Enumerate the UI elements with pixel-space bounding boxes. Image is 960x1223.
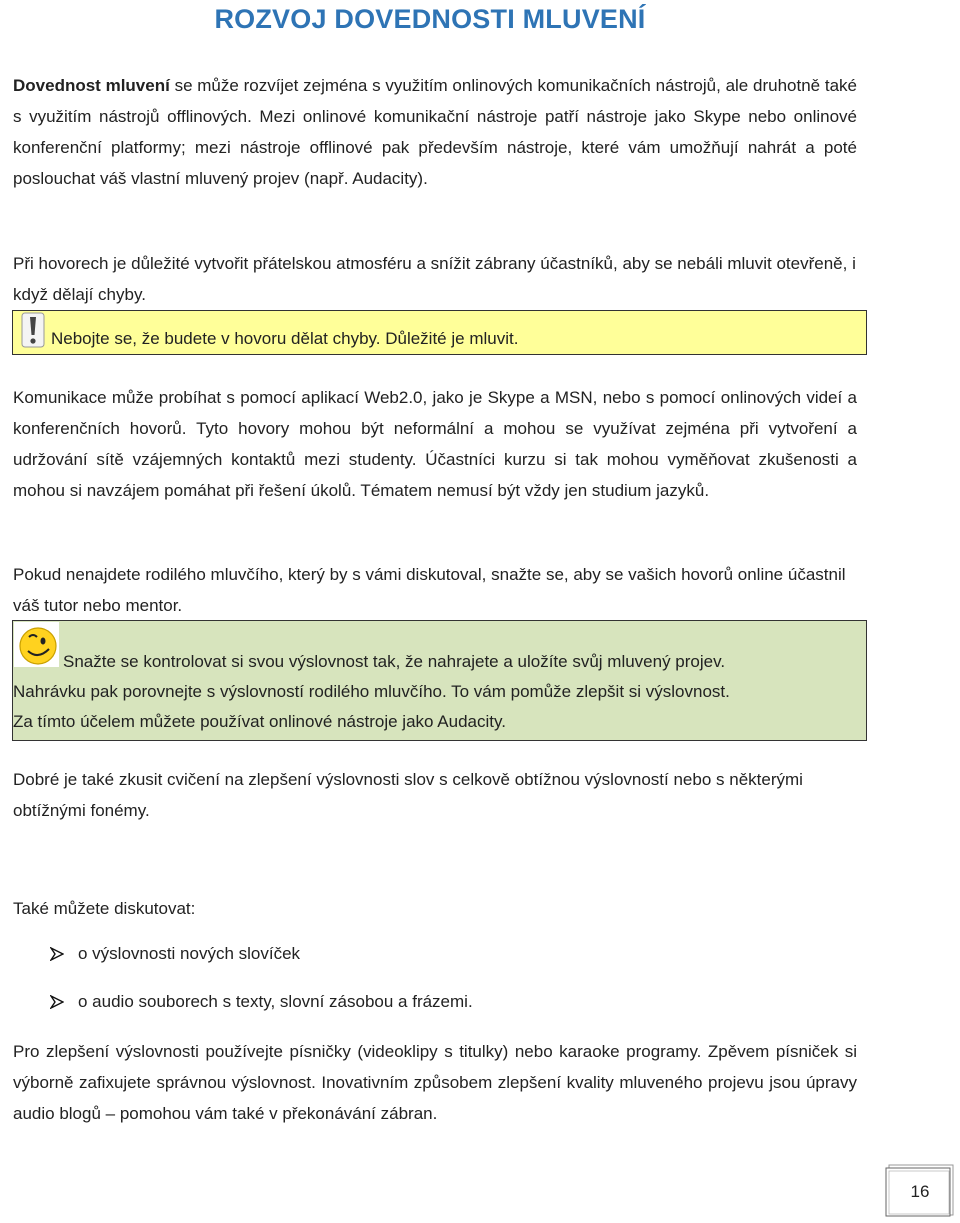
discuss-heading: Také můžete diskutovat: bbox=[13, 899, 196, 918]
arrow-bullet-icon bbox=[50, 947, 64, 961]
communication-paragraph: Komunikace může probíhat s pomocí aplikací Web2.0, jako je Skype a MSN, nebo s pomocí onlinových videí a konferenčních hovorů. Tyto hovory mohou být neformální a mohou se využívat zejména při vytvoření a udržování sítě vzájemných kontaktů mezi studenty. Účastníci kurzu si tak mohou vyměňovat zkušenosti a mohou si navzájem pomáhat při řešení úkolů. Tématem nemusí být vždy jen studium jazyků. bbox=[13, 388, 857, 500]
exclamation-icon bbox=[21, 312, 45, 348]
songs-paragraph: Pro zlepšení výslovnosti používejte písničky (videoklipy s titulky) nebo karaoke programy. Zpěvem písniček si výborně zafixujete správnou výslovnost. Inovativním způsobem zlepšení kvality mluveného projevu jsou úpravy audio blogů – pomohou vám také v překonávání zábran. bbox=[13, 1042, 857, 1123]
tip-box-mistakes bbox=[12, 310, 867, 355]
tip-mistakes-text: Nebojte se, že budete v hovoru dělat chyby. Důležité je mluvit. bbox=[51, 329, 519, 348]
list-item-text: o audio souborech s texty, slovní zásobou a frázemi. bbox=[78, 992, 473, 1011]
tip-box-pronunciation bbox=[12, 620, 867, 741]
list-item-text: o výslovnosti nových slovíček bbox=[78, 944, 301, 963]
intro-lead: Dovednost mluvení bbox=[13, 76, 170, 95]
page-title: ROZVOJ DOVEDNOSTI MLUVENÍ bbox=[214, 4, 646, 34]
native-speaker-paragraph: Pokud nenajdete rodilého mluvčího, který by s vámi diskutoval, snažte se, aby se vašich hovorů online účastnil váš tutor nebo mentor. bbox=[13, 565, 846, 615]
tip-line-1: Snažte se kontrolovat si svou výslovnost tak, že nahrajete a uložíte svůj mluvený projev. bbox=[63, 652, 726, 671]
list-item bbox=[50, 986, 473, 1017]
intro-rest: se může rozvíjet zejména s využitím onlinových komunikačních nástrojů, ale druhotně také s využitím nástrojů offlinových. Mezi onlinové komunikační nástroje patří nástroje jako Skype nebo onlinové konferenční platformy; mezi nástroje offlinové pak především nástroje, které vám umožňují nahrát a poté poslouchat váš vlastní mluvený projev (např. Audacity). bbox=[13, 76, 857, 188]
exercise-paragraph: Dobré je také zkusit cvičení na zlepšení výslovnosti slov s celkově obtížnou výslovností nebo s některými obtížnými fonémy. bbox=[13, 770, 803, 820]
intro-paragraph bbox=[13, 70, 857, 194]
tip-line-2: Nahrávku pak porovnejte s výslovností rodilého mluvčího. To vám pomůže zlepšit si výslovnost. bbox=[13, 682, 730, 701]
arrow-bullet-icon bbox=[50, 995, 64, 1009]
list-item bbox=[50, 938, 473, 969]
page-number-box bbox=[884, 1162, 956, 1218]
page-number: 16 bbox=[910, 1182, 930, 1201]
winking-smiley-icon bbox=[14, 622, 59, 667]
discussion-list bbox=[50, 938, 473, 1034]
tip-line-3: Za tímto účelem můžete používat onlinové nástroje jako Audacity. bbox=[13, 712, 506, 731]
atmosphere-paragraph: Při hovorech je důležité vytvořit přátelskou atmosféru a snížit zábrany účastníků, aby se nebáli mluvit otevřeně, i když dělají chyby. bbox=[13, 254, 856, 304]
